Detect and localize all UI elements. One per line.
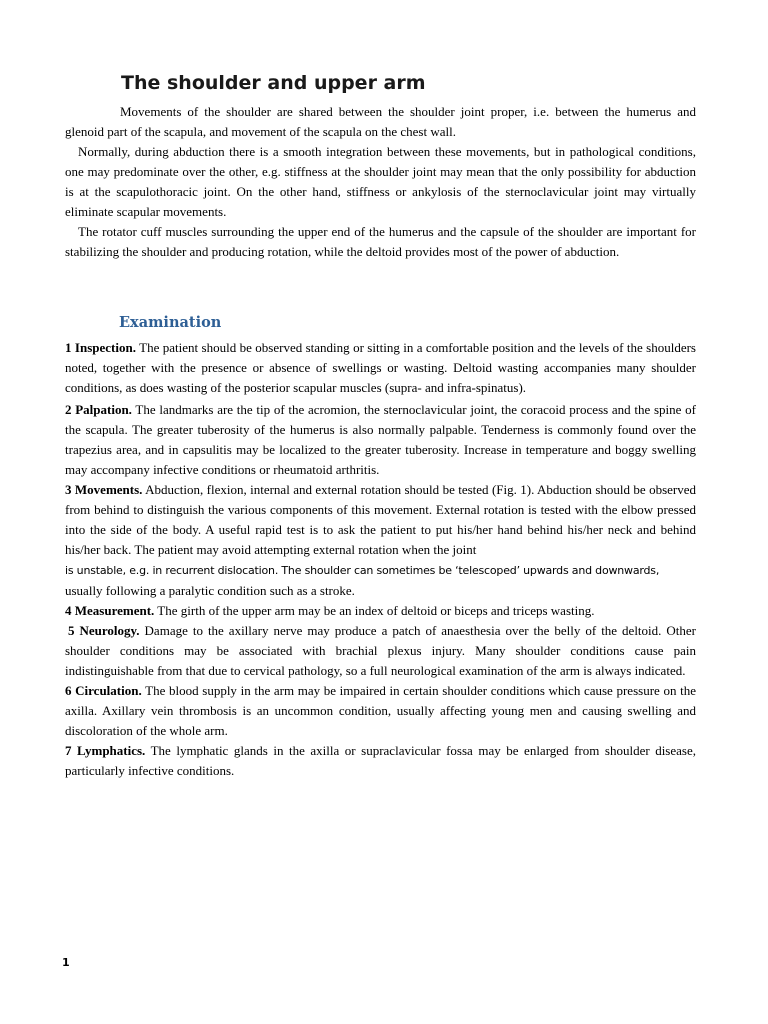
exam-item-label: 5 Neurology. bbox=[68, 623, 140, 638]
exam-item-text: The landmarks are the tip of the acromion, the sternoclavicular joint, the coracoid process and the spine of the scapula. The greater tuberosity of the humerus is also normally palpable. Tenderness is commonly found over the trapezius area, and in capsulitis may be localized to the greater tuberosity. Increase in temperature and boggy swelling may accompany infective conditions or rheumatoid arthritis. bbox=[65, 402, 696, 477]
exam-item-circulation bbox=[65, 681, 696, 741]
intro-paragraph: The rotator cuff muscles surrounding the upper end of the humerus and the capsule of the shoulder are important for stabilizing the shoulder and producing rotation, while the deltoid provides most of the power of abduction. bbox=[65, 224, 696, 259]
page-number: 1 bbox=[62, 956, 70, 969]
exam-item-palpation bbox=[65, 400, 696, 480]
exam-item-inspection bbox=[65, 338, 696, 398]
exam-item-label: 6 Circulation. bbox=[65, 683, 142, 698]
exam-item-text-sans: is unstable, e.g. in recurrent dislocation. The shoulder can sometimes be ‘telescoped’ upwards and downwards, bbox=[65, 564, 660, 577]
exam-item-text: usually following a paralytic condition such as a stroke. bbox=[65, 583, 355, 598]
exam-item-label: 7 Lymphatics. bbox=[65, 743, 146, 758]
exam-item-label: 4 Measurement. bbox=[65, 603, 155, 618]
exam-item-text: Abduction, flexion, internal and external rotation should be tested (Fig. 1). Abduction should be observed from behind to distinguish the various components of this movement. External rotation is tested with the elbow pressed into the side of the body. A useful rapid test is to ask the patient to put his/her hand behind his/her neck and behind his/her back. The patient may avoid attempting external rotation when the joint bbox=[65, 482, 696, 557]
examination-section bbox=[65, 338, 696, 781]
exam-item-measurement bbox=[65, 601, 696, 621]
exam-item-text: The girth of the upper arm may be an index of deltoid or biceps and triceps wasting. bbox=[154, 603, 595, 618]
exam-item-text: The lymphatic glands in the axilla or supraclavicular fossa may be enlarged from shoulder disease, particularly infective conditions. bbox=[65, 743, 696, 778]
intro-paragraph: Normally, during abduction there is a smooth integration between these movements, but in pathological conditions, one may predominate over the other, e.g. stiffness at the shoulder joint may mean that the only possibility for abduction is at the scapulothoracic joint. On the other hand, stiffness or ankylosis of the sternoclavicular joint may virtually eliminate scapular movements. bbox=[65, 144, 696, 219]
page-title: The shoulder and upper arm bbox=[121, 72, 426, 94]
exam-item-neurology bbox=[65, 621, 696, 681]
exam-item-text: The blood supply in the arm may be impaired in certain shoulder conditions which cause pressure on the axilla. Axillary vein thrombosis is an uncommon condition, usually affecting young men and causing swelling and discoloration of the whole arm. bbox=[65, 683, 696, 738]
exam-item-label: 1 Inspection. bbox=[65, 340, 136, 355]
exam-item-label: 3 Movements. bbox=[65, 482, 143, 497]
section-heading-examination: Examination bbox=[119, 314, 222, 331]
exam-item-text: Damage to the axillary nerve may produce a patch of anaesthesia over the belly of the deltoid. Other shoulder conditions may be associated with brachial plexus injury. Many shoulder conditions cause pain indistinguishable from that due to cervical pathology, so a full neurological examination of the arm is always indicated. bbox=[65, 623, 696, 678]
exam-item-label: 2 Palpation. bbox=[65, 402, 132, 417]
exam-item-lymphatics bbox=[65, 741, 696, 781]
exam-item-movements bbox=[65, 480, 696, 601]
intro-section bbox=[65, 102, 696, 262]
exam-item-text: The patient should be observed standing or sitting in a comfortable position and the levels of the shoulders noted, together with the presence or absence of swellings or wasting. Deltoid wasting accompanies many shoulder conditions, as does wasting of the posterior scapular muscles (supra- and infra-spinatus). bbox=[65, 340, 696, 395]
intro-paragraph: Movements of the shoulder are shared between the shoulder joint proper, i.e. between the humerus and glenoid part of the scapula, and movement of the scapula on the chest wall. bbox=[65, 104, 696, 139]
